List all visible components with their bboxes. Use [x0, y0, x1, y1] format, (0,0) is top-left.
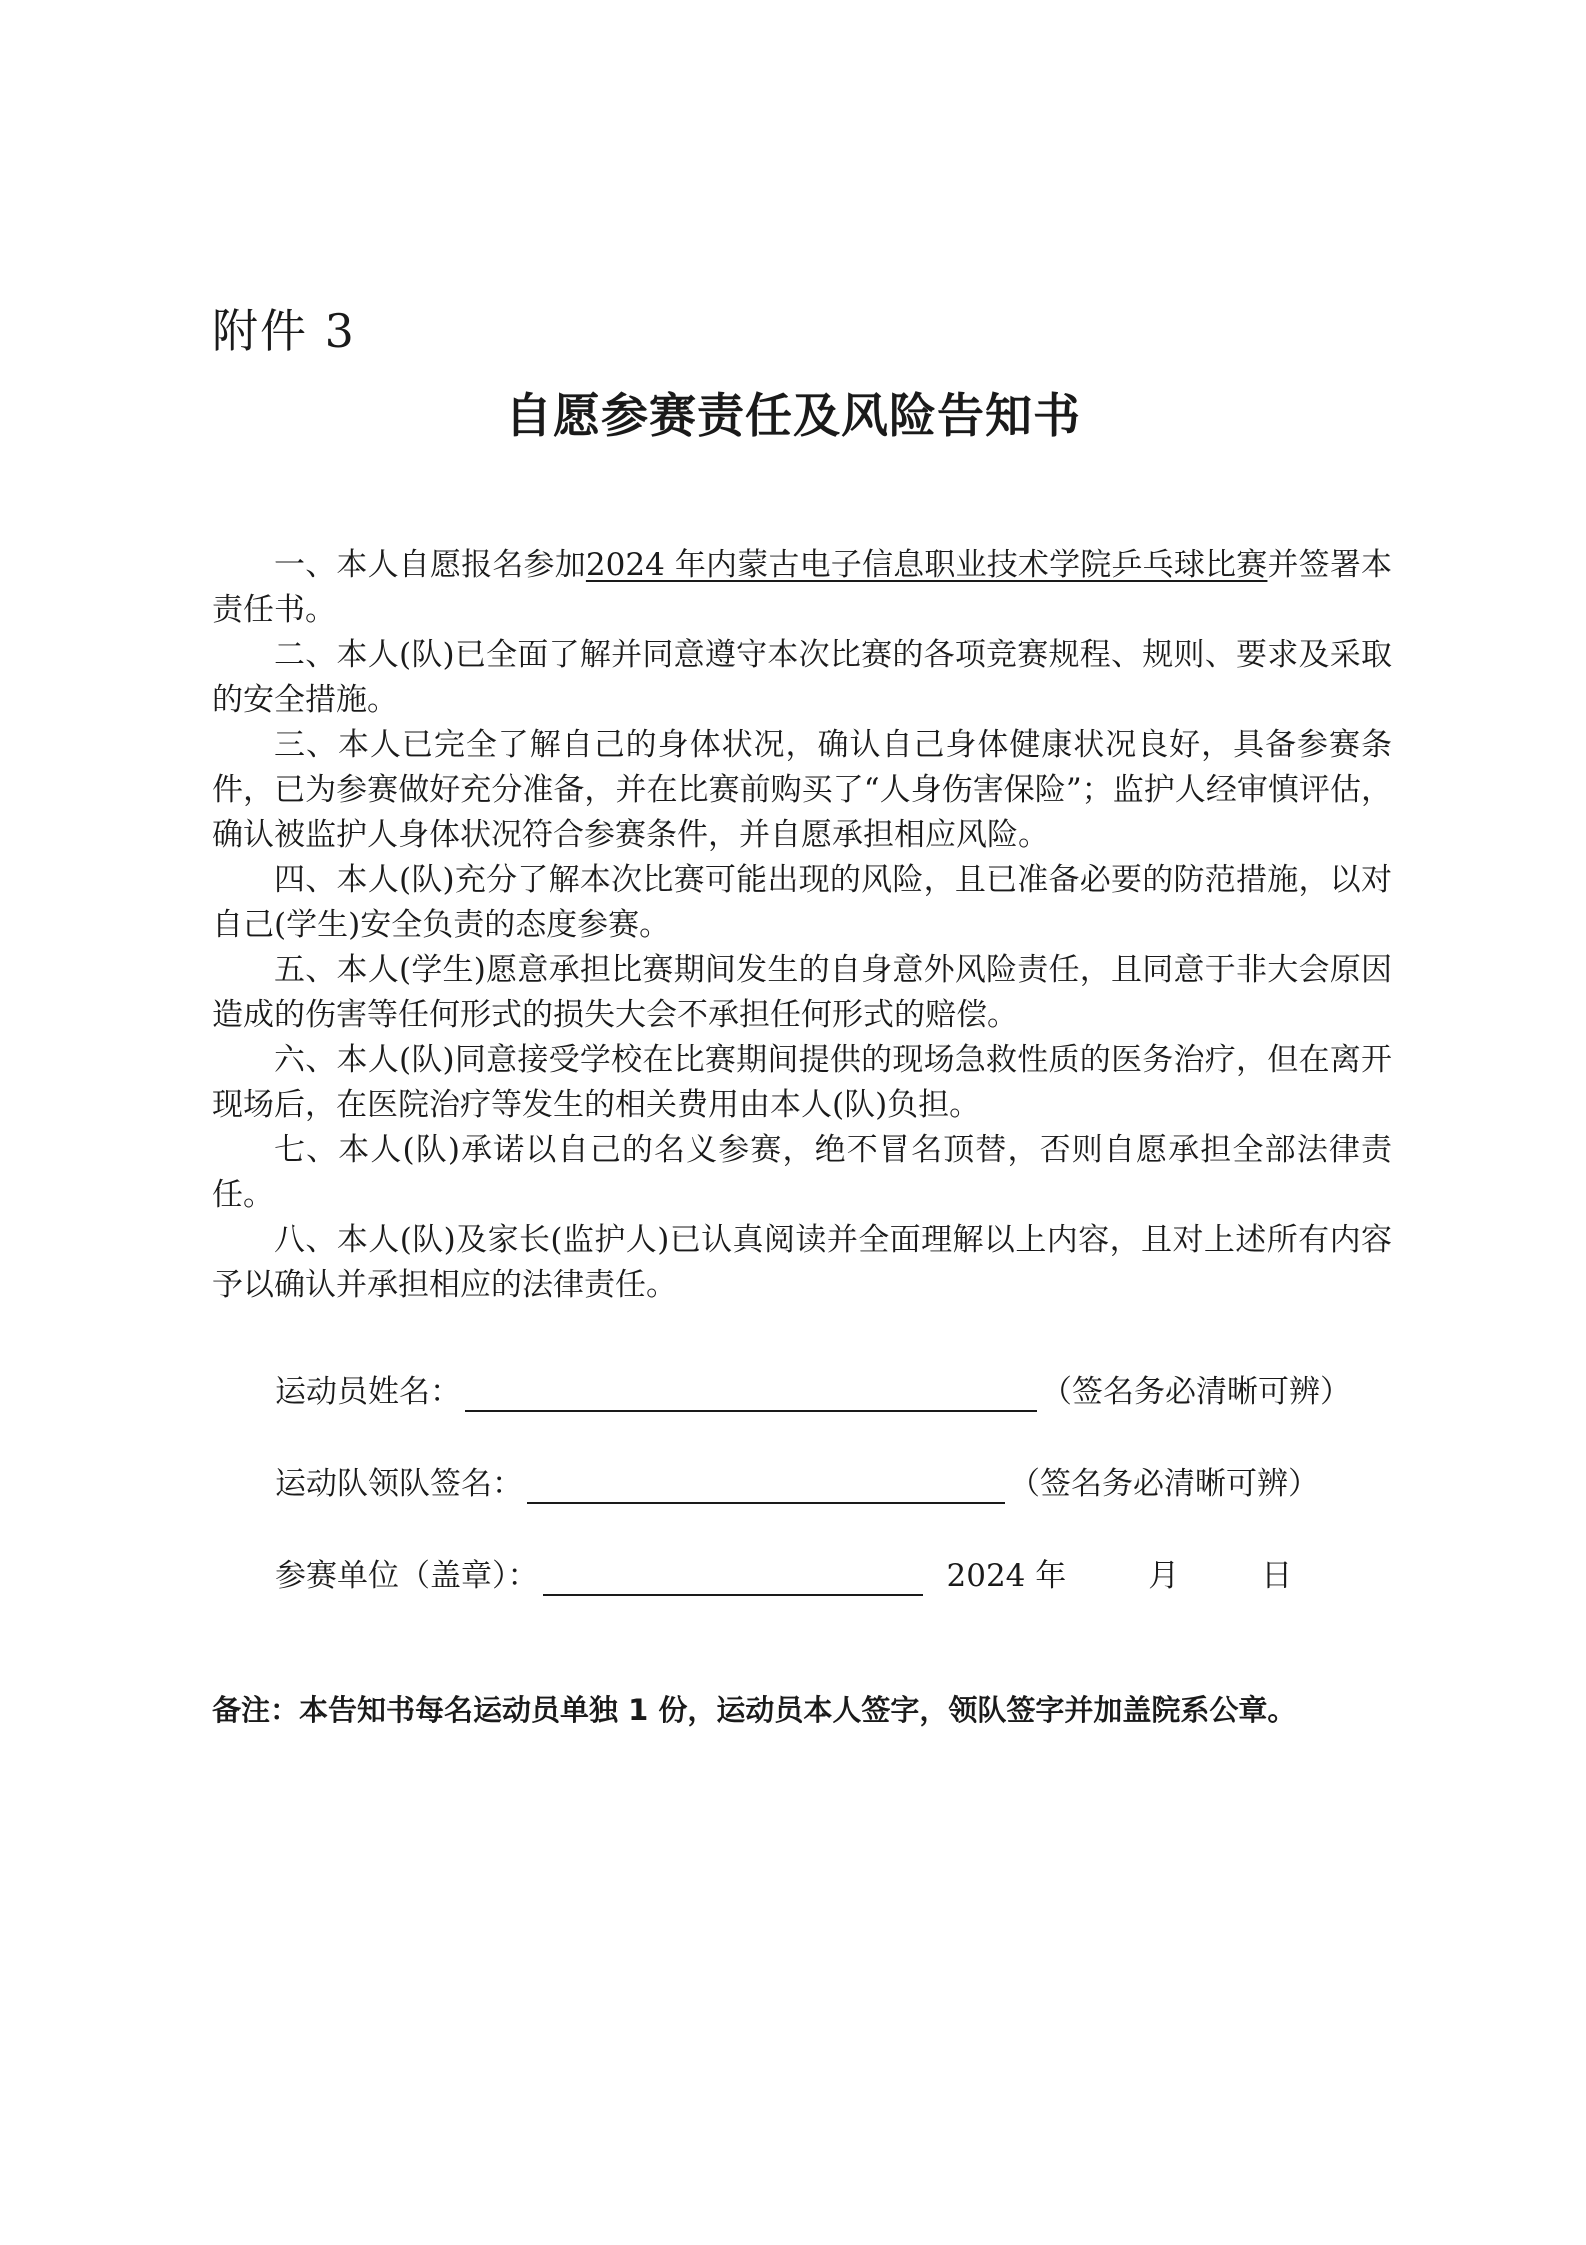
- date-day: 日: [1261, 1558, 1293, 1594]
- unit-seal-field[interactable]: [543, 1564, 923, 1596]
- athlete-name-note: （签名务必清晰可辨）: [1041, 1374, 1351, 1410]
- clause-2: 二、本人(队)已全面了解并同意遵守本次比赛的各项竞赛规程、规则、要求及采取的安全措施。: [212, 637, 1392, 718]
- document-title: 自愿参赛责任及风险告知书: [505, 389, 1081, 444]
- athlete-name-label: 运动员姓名：: [275, 1374, 461, 1410]
- leader-signature-note: （签名务必清晰可辨）: [1009, 1466, 1319, 1502]
- athlete-name-field[interactable]: [465, 1380, 1037, 1412]
- date-month: 月: [1148, 1558, 1180, 1594]
- clause-5: 五、本人(学生)愿意承担比赛期间发生的自身意外风险责任，且同意于非大会原因造成的伤害等任何形式的损失大会不承担任何形式的赔偿。: [212, 952, 1392, 1033]
- athlete-signature-row: [275, 1372, 1351, 1412]
- unit-seal-label: 参赛单位（盖章）：: [275, 1558, 539, 1594]
- clause-6: 六、本人(队)同意接受学校在比赛期间提供的现场急救性质的医务治疗，但在离开现场后，在医院治疗等发生的相关费用由本人(队)负担。: [212, 1042, 1392, 1123]
- clause-3: 三、本人已完全了解自己的身体状况，确认自己身体健康状况良好，具备参赛条件，已为参赛做好充分准备，并在比赛前购买了“人身伤害保险”；监护人经审慎评估，确认被监护人身体状况符合参赛条件，并自愿承担相应风险。: [212, 727, 1392, 853]
- leader-signature-label: 运动队领队签名：: [275, 1466, 523, 1502]
- clause-1-before: 一、本人自愿报名参加: [274, 547, 586, 583]
- date-year: 2024 年: [946, 1558, 1067, 1594]
- clause-1: [212, 543, 1392, 633]
- event-name: 2024 年内蒙古电子信息职业技术学院乒乓球比赛: [585, 547, 1268, 583]
- remark-note: 备注：本告知书每名运动员单独 1 份，运动员本人签字，领队签字并加盖院系公章。: [212, 1693, 1297, 1727]
- clause-7: 七、本人(队)承诺以自己的名义参赛，绝不冒名顶替，否则自愿承担全部法律责任。: [212, 1132, 1392, 1213]
- clause-4: 四、本人(队)充分了解本次比赛可能出现的风险，且已准备必要的防范措施，以对自己(学生)安全负责的态度参赛。: [212, 862, 1392, 943]
- clauses-section: [212, 543, 1392, 1308]
- leader-signature-row: [275, 1464, 1319, 1504]
- clause-1-after: 并签署本责任书。: [212, 547, 1393, 628]
- attachment-label: 附件 3: [212, 304, 356, 358]
- clause-8: 八、本人(队)及家长(监护人)已认真阅读并全面理解以上内容，且对上述所有内容予以确认并承担相应的法律责任。: [212, 1222, 1392, 1303]
- unit-seal-row: [275, 1556, 1292, 1596]
- leader-signature-field[interactable]: [527, 1472, 1005, 1504]
